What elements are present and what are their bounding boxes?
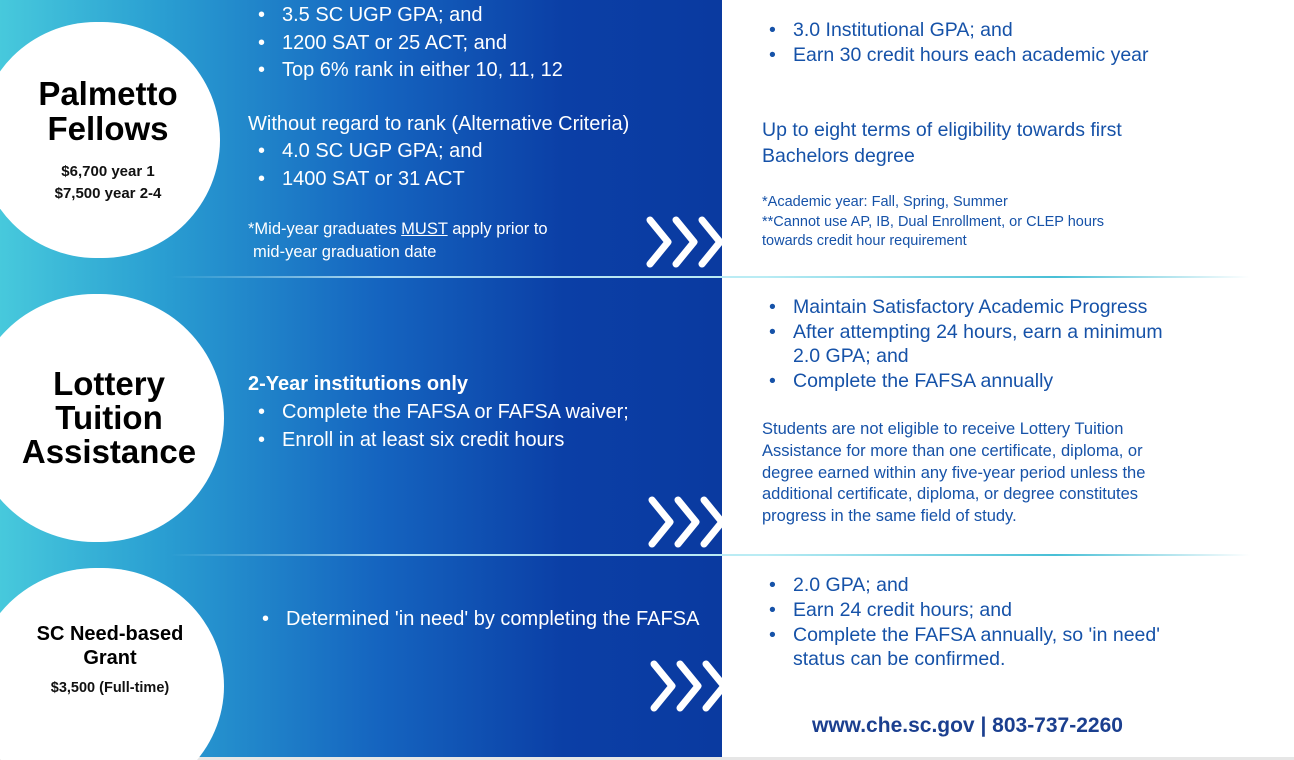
palmetto-eligibility: Up to eight terms of eligibility towards first Bachelors degree [762,119,1122,167]
list-item: • Determined 'in need' by completing the FAFSA [252,606,702,633]
palmetto-footnote-1: *Academic year: Fall, Spring, Summer [762,194,1008,210]
need-based-criteria [252,606,702,633]
palmetto-renewal [762,18,1152,68]
lottery-renewal [762,295,1182,393]
palmetto-criteria-list [248,2,718,85]
list-item: • 3.5 SC UGP GPA; and [248,2,718,30]
list-item: • 1200 SAT or 25 ACT; and [248,30,718,58]
palmetto-amount-year1: $6,700 year 1 [61,162,155,180]
need-based-criteria-list [252,606,702,633]
list-item: • 3.0 Institutional GPA; and [759,18,1152,43]
list-item: • Earn 30 credit hours each academic year [759,43,1152,68]
list-item: • Complete the FAFSA annually, so 'in need' status can be confirmed. [759,623,1162,673]
lottery-title-line1: Lottery [53,365,165,402]
need-based-title-line2: Grant [83,647,137,669]
palmetto-title-line2: Fellows [47,110,169,148]
list-item: • Complete the FAFSA annually [759,369,1182,394]
list-item: • After attempting 24 hours, earn a minimum 2.0 GPA; and [759,320,1182,369]
triple-chevron-right-icon [644,212,724,272]
midyear-note-line2: mid-year graduation date [253,243,437,261]
list-item: • 1400 SAT or 31 ACT [248,166,718,194]
lottery-title-line3: Assistance [21,433,197,470]
need-based-renewal-list [759,573,1162,672]
need-based-renewal [762,573,1162,672]
section-divider-1 [170,276,1250,278]
midyear-note-suffix: apply prior to [447,220,548,238]
palmetto-renewal-list [759,18,1152,68]
lottery-renewal-list [759,295,1182,393]
lottery-title-line2: Tuition [55,399,163,436]
footer-contact: www.che.sc.gov | 803-737-2260 [812,714,1123,737]
list-item: • Enroll in at least six credit hours [248,426,708,454]
triple-chevron-right-icon [648,656,728,716]
list-item: • Top 6% rank in either 10, 11, 12 [248,57,718,85]
list-item: • Maintain Satisfactory Academic Progress [759,295,1182,320]
palmetto-alt-criteria-list [248,138,718,193]
list-item: • 2.0 GPA; and [759,573,1162,598]
triple-chevron-right-icon [646,492,726,552]
list-item: • Earn 24 credit hours; and [759,598,1162,623]
palmetto-midyear-note [248,218,628,264]
list-item: • 4.0 SC UGP GPA; and [248,138,718,166]
lottery-criteria-list [248,398,708,454]
midyear-note-must: MUST [401,220,448,238]
list-item: • Complete the FAFSA or FAFSA waiver; [248,398,708,426]
palmetto-footnote-2: **Cannot use AP, IB, Dual Enrollment, or CLEP hours towards credit hour requirement [762,213,1105,249]
palmetto-title-line1: Palmetto [38,74,178,112]
need-based-title-line1: SC Need-based [36,623,184,645]
palmetto-criteria [248,2,718,193]
section-divider-2 [170,554,1250,556]
lottery-note: Students are not eligible to receive Lottery Tuition Assistance for more than one certificate, diploma, or degree earned within any five-year period unless the additional certificate, diploma, or degree constitutes progress in the same field of study. [762,420,1146,526]
lottery-criteria [248,370,708,454]
need-based-amount: $3,500 (Full-time) [50,680,170,696]
lottery-heading: 2-Year institutions only [248,373,469,395]
palmetto-footnotes [762,193,1152,252]
midyear-note-prefix: *Mid-year graduates [248,220,402,238]
palmetto-amount-year2-4: $7,500 year 2-4 [54,184,162,202]
palmetto-alt-heading: Without regard to rank (Alternative Criteria) [248,112,630,135]
